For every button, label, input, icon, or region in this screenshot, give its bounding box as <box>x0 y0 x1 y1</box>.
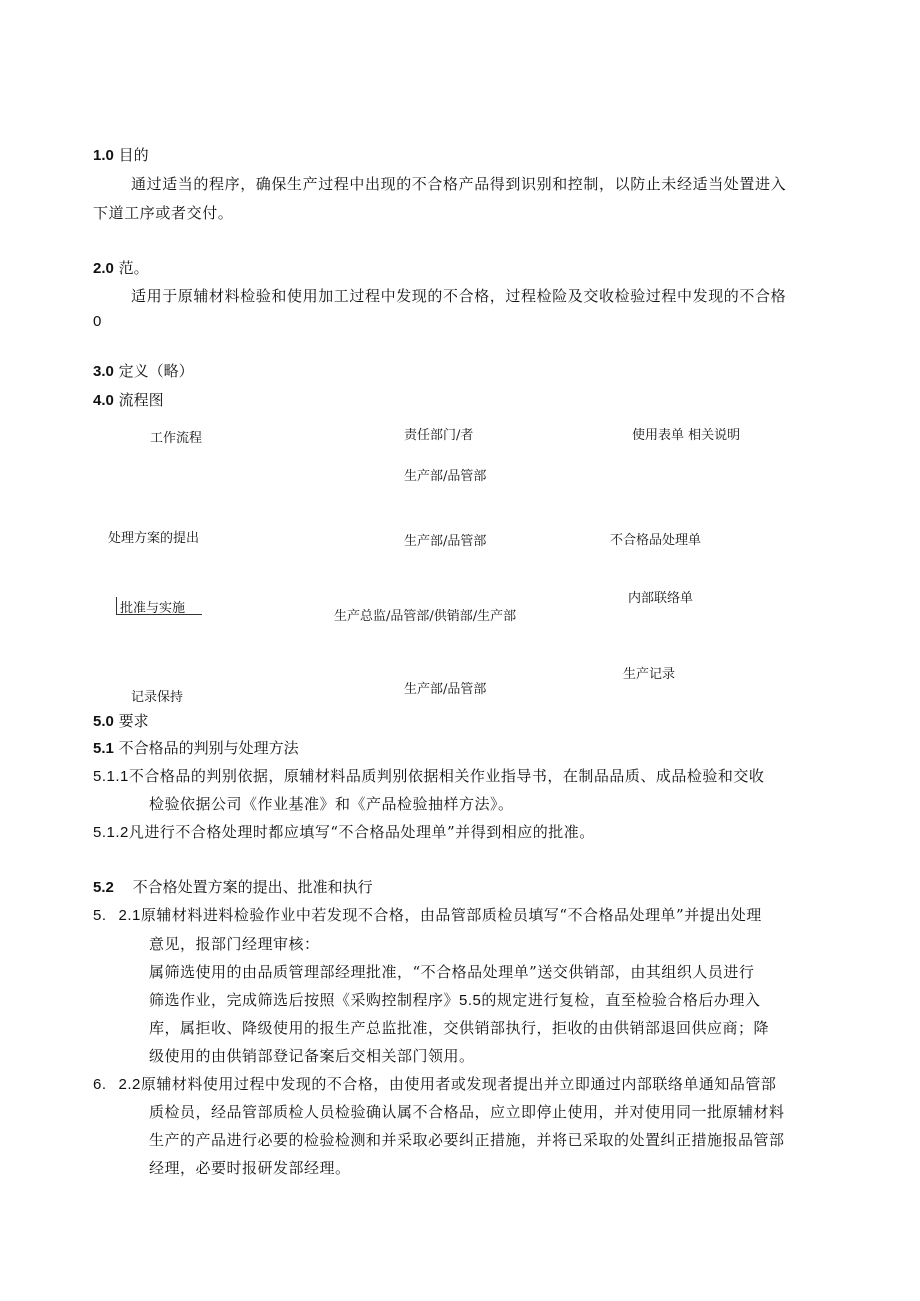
item-5-2-2-line1 <box>93 1073 776 1094</box>
item-5-2-1-number: 2.1 <box>118 907 141 924</box>
section-1-text-line1: 通过适当的程序，确保生产过程中出现的不合格产品得到识别和控制，以防止未经适当处置进入 <box>131 175 787 193</box>
item-5-1-2-number: 5.1.2 <box>93 824 129 841</box>
section-1-text-line2: 下道工序或者交付。 <box>93 204 234 222</box>
item-5-2-1-line1 <box>93 904 762 925</box>
section-5-title: 要求 <box>118 712 149 730</box>
section-5-heading <box>93 710 149 731</box>
section-2-text-line1: 适用于原辅材料检验和使用加工过程中发现的不合格，过程检险及交收检验过程中发现的不合格 <box>131 287 787 305</box>
section-2-heading <box>93 257 149 278</box>
section-5-1-number: 5.1 <box>93 740 114 757</box>
flowchart-form-2: 内部联络单 <box>628 591 694 606</box>
item-5-2-1-line4-number: 5.5 <box>459 992 482 1009</box>
flowchart-step-approve <box>116 597 202 615</box>
item-5-2-1-prefix: 5. <box>93 907 107 924</box>
flowchart-form-1: 不合格品处理单 <box>610 533 702 548</box>
item-5-1-2-line1 <box>93 821 595 842</box>
item-5-2-1-line4b: 的规定进行复检，直至检验合格后办理入 <box>481 991 761 1009</box>
item-5-2-1-line4a: 筛选作业，完成筛选后按照《采购控制程序》 <box>149 991 460 1009</box>
item-5-2-1-line4 <box>149 989 760 1010</box>
section-1-title: 目的 <box>118 146 149 164</box>
item-5-2-2-text1: 原辅材料使用过程中发现的不合格，由使用者或发现者提出并立即通过内部联络单通知品管部 <box>140 1075 777 1093</box>
item-5-1-1-line1 <box>93 765 764 786</box>
flowchart-col-dept: 责任部门/者 <box>404 428 474 443</box>
item-5-2-2-number: 2.2 <box>118 1076 141 1093</box>
flowchart-dept-4: 生产部/品管部 <box>404 682 487 697</box>
item-5-1-1-text1: 不合格品的判别依据，原辅材料品质判别依据相关作业指导书，在制品品质、成品检验和交收 <box>128 767 765 785</box>
section-5-1-title: 不合格品的判别与处理方法 <box>118 739 299 757</box>
item-5-2-2-prefix: 6. <box>93 1076 107 1093</box>
section-5-1-heading <box>93 737 299 758</box>
flowchart-col-workflow: 工作流程 <box>150 431 203 446</box>
item-5-2-1-line5: 库，属拒收、降级使用的报生产总监批准，交供销部执行，拒收的由供销部退回供应商；降 <box>149 1019 770 1037</box>
section-3-number: 3.0 <box>93 363 114 380</box>
section-2-number: 2.0 <box>93 260 114 277</box>
item-5-2-2-line2: 质检员，经品管部质检人员检验确认属不合格品，应立即停止使用，并对使用同一批原辅材料 <box>149 1103 785 1121</box>
section-2-text-line2: 0 <box>93 313 102 330</box>
item-5-2-1-text1: 原辅材料进料检验作业中若发现不合格，由品管部质检员填写“不合格品处理单”并提出处理 <box>140 906 762 924</box>
section-5-2-heading <box>93 876 373 897</box>
flowchart-step-propose: 处理方案的提出 <box>108 531 200 546</box>
section-5-2-title: 不合格处置方案的提出、批准和执行 <box>132 878 373 896</box>
section-5-number: 5.0 <box>93 713 114 730</box>
section-2-title: 范。 <box>118 259 149 277</box>
section-1-heading <box>93 144 149 165</box>
section-5-2-number: 5.2 <box>93 879 114 896</box>
item-5-1-2-text1: 凡进行不合格处理时都应填写“不合格品处理单”并得到相应的批准。 <box>128 823 595 841</box>
item-5-2-1-line2: 意见，报部门经理审核： <box>149 935 320 953</box>
item-5-2-2-line3: 生产的产品进行必要的检验检测和并采取必要纠正措施，并将已采取的处置纠正措施报品管部 <box>149 1131 785 1149</box>
item-5-1-1-line2: 检验依据公司《作业基准》和《产品检验抽样方法》。 <box>149 795 514 813</box>
flowchart-form-3: 生产记录 <box>623 667 676 682</box>
item-5-1-1-number: 5.1.1 <box>93 768 129 785</box>
item-5-2-2-line4: 经理，必要时报研发部经理。 <box>149 1159 351 1177</box>
flowchart-col-forms: 使用表单 相关说明 <box>632 428 741 443</box>
section-3-title: 定义（略） <box>118 362 194 380</box>
section-3-heading <box>93 360 194 381</box>
item-5-2-1-line6: 级使用的由供销部登记备案后交相关部门领用。 <box>149 1047 475 1065</box>
flowchart-dept-3: 生产总监/品管部/供销部/生产部 <box>334 609 517 624</box>
flowchart-step-approve-label: 批准与实施 <box>120 601 186 616</box>
flowchart-dept-2: 生产部/品管部 <box>404 534 487 549</box>
section-4-heading <box>93 389 164 410</box>
flowchart-dept-1: 生产部/品管部 <box>404 469 487 484</box>
item-5-2-1-line3: 属筛选使用的由品质管理部经理批准，“不合格品处理单”送交供销部，由其组织人员进行 <box>149 963 755 981</box>
section-4-title: 流程图 <box>118 391 164 409</box>
section-4-number: 4.0 <box>93 392 114 409</box>
section-1-number: 1.0 <box>93 147 114 164</box>
flowchart-step-record: 记录保持 <box>131 690 184 705</box>
